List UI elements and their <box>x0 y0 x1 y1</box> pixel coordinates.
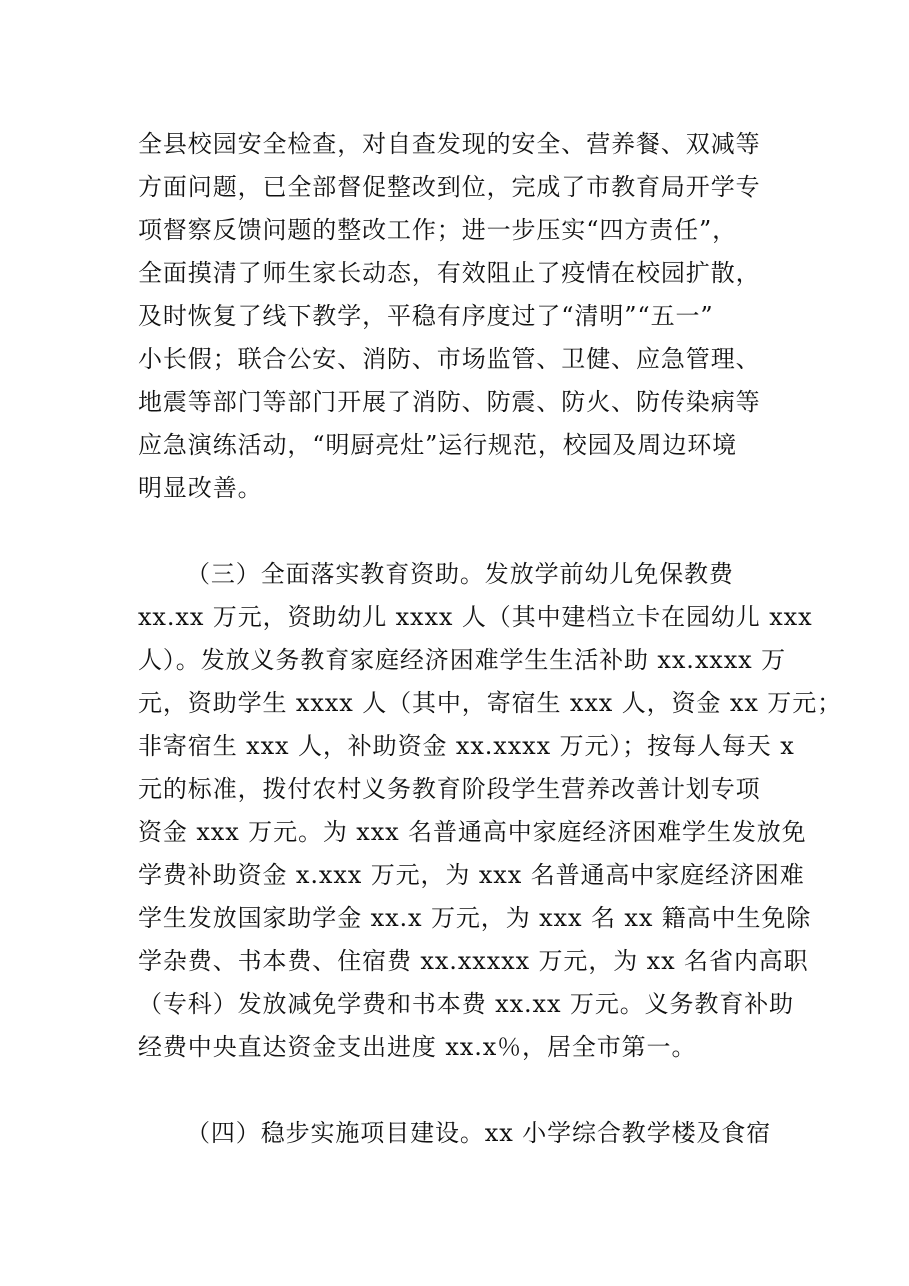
text-line: 地震等部门等部门开展了消防、防震、防火、防传染病等 <box>138 388 761 416</box>
text-line: （专科）发放减免学费和书本费 xx.xx 万元。义务教育补助 <box>138 990 795 1018</box>
section-heading-line: （四）稳步实施项目建设。xx 小学综合教学楼及食宿 <box>186 1119 772 1147</box>
text-line: 元，资助学生 xxxx 人（其中，寄宿生 xxx 人，资金 xx 万元； <box>138 689 842 717</box>
text-line: 元的标准，拨付农村义务教育阶段学生营养改善计划专项 <box>138 775 761 803</box>
text-line: 及时恢复了线下教学，平稳有序度过了“清明”“五一” <box>138 302 714 330</box>
text-line: 方面问题，已全部督促整改到位，完成了市教育局开学专 <box>138 173 761 201</box>
section-heading-line: （三）全面落实教育资助。发放学前幼儿免保教费 <box>186 560 734 588</box>
text-line: 经费中央直达资金支出进度 xx.x％，居全市第一。 <box>138 1033 697 1061</box>
text-line: 学生发放国家助学金 xx.x 万元，为 xxx 名 xx 籍高中生免除 <box>138 904 812 932</box>
text-line: 全面摸清了师生家长动态，有效阻止了疫情在校园扩散， <box>138 259 761 287</box>
text-line: 全县校园安全检查，对自查发现的安全、营养餐、双减等 <box>138 130 761 158</box>
text-line: 学杂费、书本费、住宿费 xx.xxxxx 万元，为 xx 名省内高职 <box>138 947 809 975</box>
text-line: 项督察反馈问题的整改工作；进一步压实“四方责任”， <box>138 216 738 244</box>
text-line: 资金 xxx 万元。为 xxx 名普通高中家庭经济困难学生发放免 <box>138 818 807 846</box>
text-line: 小长假；联合公安、消防、市场监管、卫健、应急管理、 <box>138 345 761 373</box>
text-line: 非寄宿生 xxx 人，补助资金 xx.xxxx 万元）；按每人每天 x <box>138 732 795 760</box>
text-line: xx.xx 万元，资助幼儿 xxxx 人（其中建档立卡在园幼儿 xxx <box>138 603 813 631</box>
text-line: 人）。发放义务教育家庭经济困难学生生活补助 xx.xxxx 万 <box>138 646 786 674</box>
text-line: 学费补助资金 x.xxx 万元，为 xxx 名普通高中家庭经济困难 <box>138 861 805 889</box>
text-line: 明显改善。 <box>138 474 263 502</box>
text-line: 应急演练活动，“明厨亮灶”运行规范，校园及周边环境 <box>138 431 738 459</box>
